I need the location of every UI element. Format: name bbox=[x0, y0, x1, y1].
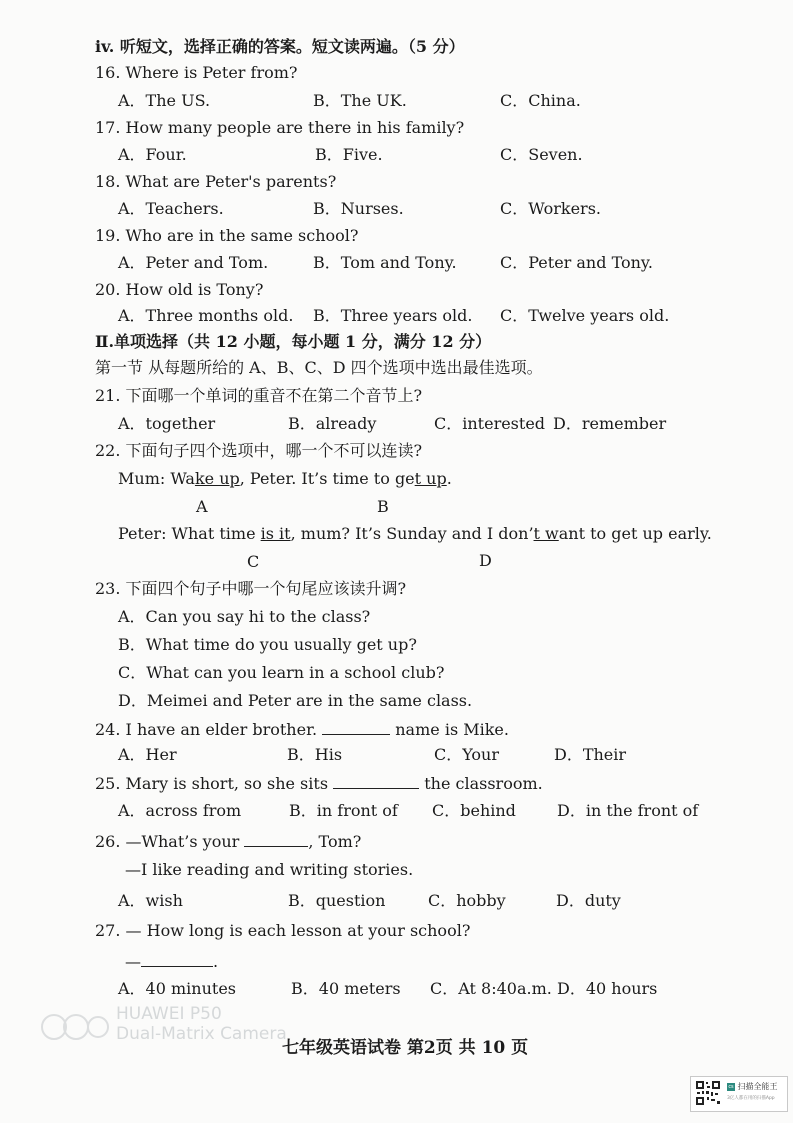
question-text: 下面句子四个选项中，哪一个不可以连读? bbox=[125, 441, 423, 460]
question-number: 24. bbox=[95, 720, 121, 739]
dialogue-reply: —I like reading and writing stories. bbox=[125, 860, 414, 879]
option-a: A．Can you say hi to the class? bbox=[118, 607, 371, 626]
watermark-line-2: Dual-Matrix Camera bbox=[116, 1024, 287, 1044]
answer-blank bbox=[333, 772, 419, 789]
option-d: D．in the front of bbox=[557, 801, 699, 820]
option-mark-c: C bbox=[247, 552, 260, 571]
underlined-option-a: ke up bbox=[194, 469, 240, 488]
option-a: A．40 minutes bbox=[118, 979, 237, 998]
question-number: 27. bbox=[95, 921, 121, 940]
option-d: D．Meimei and Peter are in the same class. bbox=[118, 691, 473, 710]
section-iv-header: iv. 听短文，选择正确的答案。短文读两遍。（5 分） bbox=[95, 37, 465, 56]
option-b: B．Three years old. bbox=[313, 306, 473, 325]
answer-blank bbox=[141, 950, 213, 967]
option-c: C．Workers. bbox=[500, 199, 601, 218]
option-c: C．What can you learn in a school club? bbox=[118, 663, 445, 682]
answer-blank bbox=[244, 830, 308, 847]
question-number: 17. bbox=[95, 118, 121, 137]
option-a: A．The US. bbox=[118, 91, 211, 110]
question-number: 22. bbox=[95, 441, 121, 460]
underlined-option-b: t up bbox=[414, 469, 447, 488]
option-c: C．behind bbox=[432, 801, 516, 820]
option-c: C．Seven. bbox=[500, 145, 583, 164]
dialogue-line-peter: Peter: What time is it, mum? It’s Sunday and I don’t want to get up early. bbox=[118, 524, 712, 543]
section-instruction: 第一节 从每题所给的 A、B、C、D 四个选项中选出最佳选项。 bbox=[95, 358, 543, 377]
page-footer: 七年级英语试卷 第2页 共 10 页 bbox=[282, 1038, 529, 1058]
watermark-line-1: HUAWEI P50 bbox=[116, 1004, 222, 1024]
scanner-title: cs 扫描全能王 bbox=[728, 1082, 778, 1091]
question-text: Who are in the same school? bbox=[125, 226, 359, 245]
option-d: D．remember bbox=[553, 414, 667, 433]
option-c: C．interested bbox=[434, 414, 546, 433]
answer-blank bbox=[322, 718, 390, 735]
option-d: D．40 hours bbox=[557, 979, 658, 998]
question-number: 26. bbox=[95, 832, 121, 851]
section-ii-header: Ⅱ.单项选择（共 12 小题，每小题 1 分，满分 12 分） bbox=[95, 332, 492, 351]
cs-logo-icon: cs bbox=[728, 1083, 734, 1090]
question-text: — How long is each lesson at your school? bbox=[125, 921, 471, 940]
option-a: A．together bbox=[118, 414, 216, 433]
option-mark-d: D bbox=[479, 551, 492, 570]
dialogue-reply: — . bbox=[125, 952, 219, 971]
option-b: B．question bbox=[288, 891, 386, 910]
option-b: B．40 meters bbox=[291, 979, 401, 998]
option-c: C．hobby bbox=[428, 891, 506, 910]
scanner-app-badge bbox=[690, 1076, 788, 1112]
option-c: C．Your bbox=[434, 745, 500, 764]
question-number: 19. bbox=[95, 226, 121, 245]
option-b: B．Five. bbox=[315, 145, 383, 164]
scanner-subtitle: 3亿人都在用的扫描App bbox=[727, 1096, 775, 1101]
question-number: 23. bbox=[95, 579, 121, 598]
option-b: B．What time do you usually get up? bbox=[118, 635, 417, 654]
option-a: A．wish bbox=[118, 891, 183, 910]
question-text: How many people are there in his family? bbox=[125, 118, 465, 137]
question-number: 18. bbox=[95, 172, 121, 191]
option-c: C．Twelve years old. bbox=[500, 306, 670, 325]
question-number: 20. bbox=[95, 280, 121, 299]
option-a: A．Peter and Tom. bbox=[118, 253, 269, 272]
option-a: A．Four. bbox=[118, 145, 187, 164]
camera-brand-logo-icon bbox=[40, 1010, 110, 1044]
option-d: D．Their bbox=[554, 745, 627, 764]
option-b: B．The UK. bbox=[313, 91, 407, 110]
question-number: 25. bbox=[95, 774, 121, 793]
option-d: D．duty bbox=[556, 891, 621, 910]
question-text: 下面四个句子中哪一个句尾应该读升调? bbox=[125, 579, 407, 598]
question-text: Where is Peter from? bbox=[125, 63, 298, 82]
underlined-option-c: is it bbox=[260, 524, 291, 543]
option-mark-b: B bbox=[377, 497, 389, 516]
question-text: 下面哪一个单词的重音不在第二个音节上? bbox=[125, 386, 423, 405]
option-a: A．Three months old. bbox=[118, 306, 294, 325]
option-c: C．At 8:40a.m. bbox=[430, 979, 552, 998]
option-c: C．China. bbox=[500, 91, 581, 110]
option-c: C．Peter and Tony. bbox=[500, 253, 653, 272]
option-b: B．already bbox=[288, 414, 377, 433]
question-text: What are Peter's parents? bbox=[125, 172, 337, 191]
question-number: 16. bbox=[95, 63, 121, 82]
option-b: B．His bbox=[287, 745, 343, 764]
option-mark-a: A bbox=[196, 497, 208, 516]
dialogue-line-mum: Mum: Wake up, Peter. It’s time to get up. bbox=[118, 469, 452, 488]
option-a: A．Her bbox=[118, 745, 177, 764]
question-number: 21. bbox=[95, 386, 121, 405]
option-b: B．Nurses. bbox=[313, 199, 404, 218]
option-a: A．across from bbox=[118, 801, 242, 820]
qr-code-icon bbox=[695, 1080, 721, 1106]
option-b: B．in front of bbox=[289, 801, 398, 820]
underlined-option-d: t w bbox=[533, 524, 559, 543]
question-text: How old is Tony? bbox=[125, 280, 264, 299]
option-b: B．Tom and Tony. bbox=[313, 253, 457, 272]
option-a: A．Teachers. bbox=[118, 199, 224, 218]
